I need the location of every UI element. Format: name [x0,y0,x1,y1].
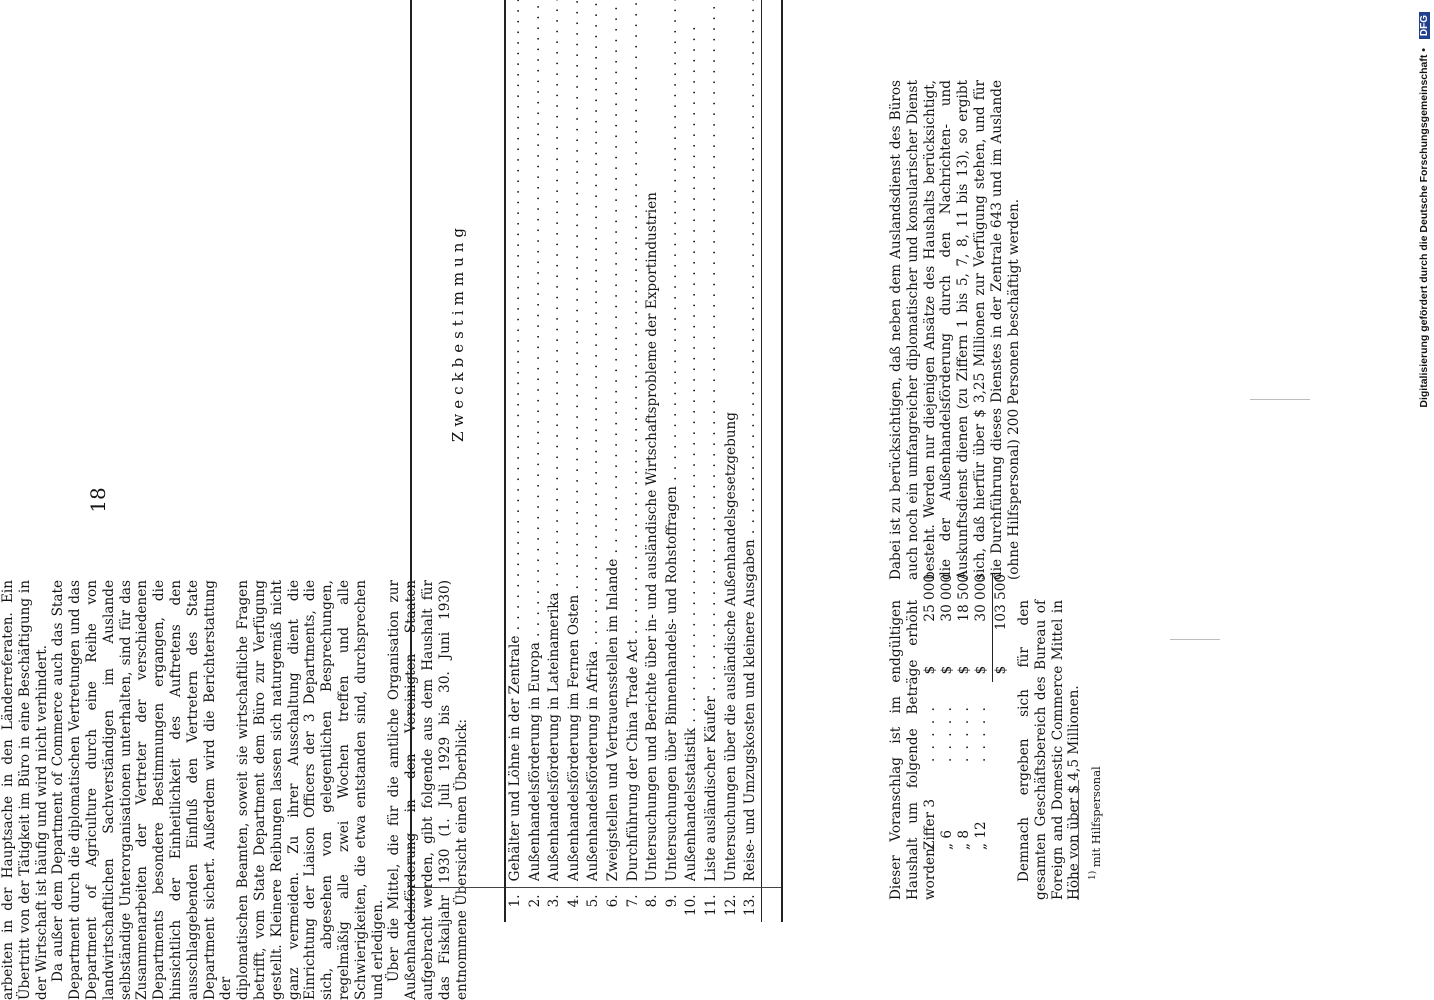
footnote-text: mit Hilfspersonal [1088,766,1103,868]
table-row [545,0,565,922]
header-purpose: Zweckbestimmung [411,0,505,888]
increase-label: „ 6 [939,829,955,850]
row-purpose: Außenhandelsförderung in Europa . . . [526,0,546,881]
row-purpose: Außenhandelsförderung in Afrika . . . [584,0,604,881]
intro-right-paragraph-2: Über die Mittel, die für die amtliche Organisation zur Außenhandelsförderung in den Vereinigten Staaten aufgebracht werden, gibt folgende aus dem Haushalt für das Fiskaljahr 1930 (1. Juli 1929 bis 30. Juni 1930) entnommene Übersicht einen Überblick: [386,580,470,1000]
row-purpose: Gehälter und Löhne in der Zentrale . . . [506,0,526,881]
row-number: 13. [742,894,759,916]
intro-right-paragraph-1: diplomatischen Beamten, soweit sie wirtschaftliche Fragen betrifft, vom State Department dem Büro zur Verfügung gestellt. Kleinere Reibungen lassen sich naturgemäß nicht ganz vermeiden. Zu ihrer Ausschaltung dient die Einrichtung der Liaison Officers der 3 Departments, die sich, abgesehen von gelegentlichen Besprechungen, regelmäßig alle zwei Wochen treffen und alle Schwierigkeiten, die etwa entstanden sind, durchsprechen und erledigen. [235,580,386,1000]
increase-value: 18 500 [956,574,972,622]
budget-table [410,0,783,922]
row-number: 11. [702,894,719,916]
table-row [526,0,546,922]
increase-currency: $ [973,665,989,675]
increase-dots: . . . . . [973,705,989,762]
increase-list [922,540,1010,850]
digitization-credit [1418,12,1430,992]
row-number: 10. [683,894,700,916]
digitization-credit-text: Digitalisierung gefördert durch die Deutsche Forschungsgemeinschaft • [1418,48,1430,408]
row-purpose: Untersuchungen über Binnenhandels- und Rohstoffragen . . . [663,0,683,881]
page-number: 18 [86,487,110,513]
table-row [702,0,722,922]
table-row [624,0,644,922]
row-number: 6. [604,894,621,908]
table-row [584,0,604,922]
table-row [722,0,742,922]
row-number: 2. [526,894,543,908]
increase-value: 30 000 [973,574,989,622]
table-row [741,0,761,922]
increase-total [992,574,1010,682]
table-row [682,0,702,922]
increase-value: 25 000 [922,574,938,622]
increase-total-value: 103 500 [993,574,1009,631]
table-row [505,0,526,922]
row-purpose: Durchführung der China Trade Act . . . [624,0,644,881]
footnote [1088,766,1103,880]
row-purpose: Außenhandelsstatistik . . . [682,0,702,881]
increase-currency: $ [922,665,938,675]
row-purpose: Untersuchungen und Berichte über in- und ausländische Wirtschaftsprobleme der Exportindustrien [644,192,661,882]
row-purpose: Außenhandelsförderung im Fernen Osten . . . [565,0,585,881]
row-number: 5. [585,894,602,908]
row-number: 9. [663,894,680,908]
row-number: 7. [624,894,641,908]
table-body [505,0,761,922]
footnote-rule [1078,780,1079,900]
increase-item [956,540,973,850]
row-number: 12. [722,894,739,916]
increase-dots: . . . . . [956,705,972,762]
table-row [643,0,663,922]
footnote-marker: 1) [1088,870,1098,880]
increase-label: „ 12 [973,821,989,850]
intro-left-paragraph-2: Da außer dem Department of Commerce auch das State Department durch die diplomatischen Vertretungen und das Department of Agriculture durch eine Reihe von landwirtschaftlichen Sachverständigen im Auslande selbständige Unterorganisationen unterhalten, sind für das Zusammenarbeiten der Vertreter der verschiedenen Departments besondere Bestimmungen ergangen, die hinsichtlich der Einheitlichkeit des Auftretens den ausschlaggebenden Einfluß den Vertretern des State Department sichert. Außerdem wird die Berichterstattung der [50,580,235,1000]
increase-dots: . . . . . [922,705,938,762]
increase-label: „ 8 [956,829,972,850]
table-row [604,0,624,922]
table-row [565,0,585,922]
table-header-row [411,0,505,922]
intro-left-paragraph-1: arbeiten in der Hauptsache in den Länderreferaten. Ein Übertritt von der Tätigkeit im Büro in eine Beschäftigung in der Wirtschaft ist häufig und wird nicht verhindert. [0,580,50,1000]
summary-paragraph: Demnach ergeben sich für den gesamten Geschäftsbereich des Bureau of Foreign and Domestic Commerce Mittel in Höhe von über $ 4,5 Millionen. [1016,600,1083,900]
increase-total-currency: $ [993,665,1009,675]
increase-item [922,540,939,850]
total-row [761,0,782,922]
row-purpose: Zweigstellen und Vertrauensstellen im Inlande . . . [604,0,624,881]
row-number: 1. [507,894,523,908]
increase-currency: $ [956,665,972,675]
row-purpose: Liste ausländischer Käufer . . . [702,0,722,881]
increase-intro: Dieser Voranschlag ist im endgültigen Haushalt um folgende Beträge erhöht worden: [888,600,938,900]
row-number: 8. [644,894,661,908]
dfg-logo: DFG [1419,12,1430,39]
header-number [411,888,505,922]
intro-left-column [0,580,235,1000]
row-number: 4. [565,894,582,908]
increase-dots: . . . . . [939,705,955,762]
remark-paragraph: Dabei ist zu berücksichtigen, daß neben dem Auslandsdienst des Büros auch noch ein umfangreicher diplomatischer und konsularischer Dienst besteht. Werden nur diejenigen Ansätze des Haushalts berücksichtigt, die der Außenhandelsförderung durch den Nachrichten- und Auskunftsdienst dienen (zu Ziffern 1 bis 5, 7, 8, 11 bis 13), so ergibt sich, daß hierfür über $ 3,25 Millionen zur Verfügung stehen, und für die Durchführung dieses Dienstes in der Zentrale 643 und im Auslande (ohne Hilfspersonal) 200 Personen beschäftigt werden. [888,80,1022,580]
row-purpose: Reise- und Umzugskosten und kleinere Ausgaben . . . [741,0,761,881]
increase-item [973,540,990,850]
increase-label: Ziffer 3 [922,799,938,850]
row-purpose: Außenhandelsförderung in Lateinamerika . . . [545,0,565,881]
row-purpose: Untersuchungen über die ausländische Außenhandelsgesetzgebung [722,411,739,882]
increase-item [939,540,956,850]
increase-currency: $ [939,665,955,675]
scan-artifact [1170,639,1220,640]
table-row [663,0,683,922]
row-number: 3. [546,894,563,908]
scan-artifact [1250,399,1310,400]
increase-value: 30 000 [939,574,955,622]
